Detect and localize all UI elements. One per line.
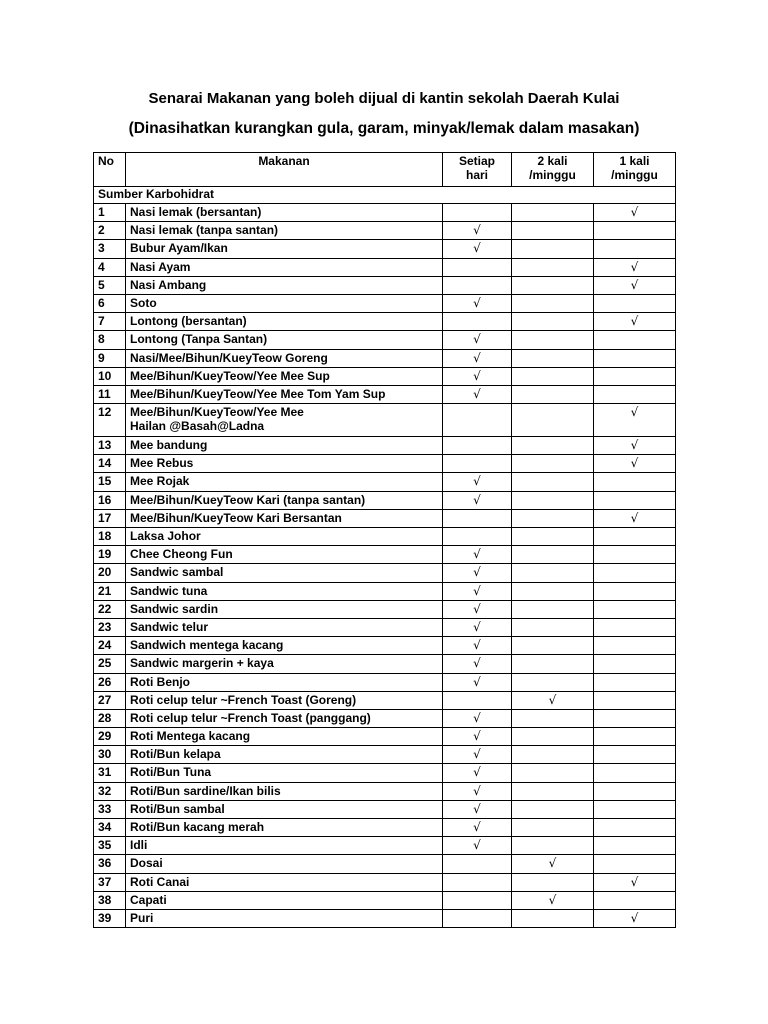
row-number: 17 bbox=[94, 509, 126, 527]
table-row bbox=[94, 564, 676, 582]
food-name-cell bbox=[126, 204, 443, 222]
food-name-cell bbox=[126, 564, 443, 582]
food-name-cell bbox=[126, 222, 443, 240]
dua-kali-check: √ bbox=[512, 891, 594, 909]
satu-kali-check bbox=[594, 782, 676, 800]
table-row bbox=[94, 437, 676, 455]
satu-kali-check bbox=[594, 385, 676, 403]
row-number: 16 bbox=[94, 491, 126, 509]
food-name-continued: Hailan @Basah@Ladna bbox=[130, 419, 265, 434]
dua-kali-check bbox=[512, 258, 594, 276]
setiap-hari-check: √ bbox=[443, 637, 512, 655]
food-name: Sandwic sardin bbox=[130, 601, 219, 616]
food-list-table bbox=[93, 152, 676, 928]
satu-kali-check bbox=[594, 349, 676, 367]
food-name: Sandwic margerin + kaya bbox=[130, 656, 274, 671]
satu-kali-check: √ bbox=[594, 258, 676, 276]
food-name-cell bbox=[126, 258, 443, 276]
food-name-cell bbox=[126, 909, 443, 927]
dua-kali-check bbox=[512, 473, 594, 491]
dua-kali-check bbox=[512, 728, 594, 746]
food-name-cell bbox=[126, 473, 443, 491]
food-name-cell bbox=[126, 455, 443, 473]
row-number: 32 bbox=[94, 782, 126, 800]
setiap-hari-check: √ bbox=[443, 331, 512, 349]
food-name: Mee/Bihun/KueyTeow Kari (tanpa santan) bbox=[130, 492, 366, 507]
table-row bbox=[94, 873, 676, 891]
table-row bbox=[94, 855, 676, 873]
setiap-hari-check: √ bbox=[443, 655, 512, 673]
row-number: 24 bbox=[94, 637, 126, 655]
dua-kali-check bbox=[512, 546, 594, 564]
food-name: Mee/Bihun/KueyTeow/Yee Mee bbox=[130, 405, 304, 420]
food-name-cell bbox=[126, 546, 443, 564]
setiap-hari-check: √ bbox=[443, 385, 512, 403]
table-row bbox=[94, 837, 676, 855]
setiap-hari-check: √ bbox=[443, 546, 512, 564]
table-row bbox=[94, 582, 676, 600]
dua-kali-check bbox=[512, 313, 594, 331]
section-row bbox=[94, 187, 676, 204]
row-number: 22 bbox=[94, 600, 126, 618]
food-name: Roti/Bun sambal bbox=[130, 801, 225, 816]
satu-kali-check: √ bbox=[594, 276, 676, 294]
row-number: 9 bbox=[94, 349, 126, 367]
setiap-hari-check bbox=[443, 204, 512, 222]
satu-kali-check bbox=[594, 673, 676, 691]
header-no: No bbox=[94, 153, 126, 187]
table-row bbox=[94, 909, 676, 927]
dua-kali-check bbox=[512, 276, 594, 294]
satu-kali-check: √ bbox=[594, 873, 676, 891]
satu-kali-check bbox=[594, 764, 676, 782]
food-name-cell bbox=[126, 800, 443, 818]
setiap-hari-check: √ bbox=[443, 222, 512, 240]
food-name-cell bbox=[126, 331, 443, 349]
row-number: 4 bbox=[94, 258, 126, 276]
satu-kali-check bbox=[594, 222, 676, 240]
satu-kali-check bbox=[594, 837, 676, 855]
food-name-cell bbox=[126, 728, 443, 746]
table-row bbox=[94, 655, 676, 673]
food-name-cell bbox=[126, 509, 443, 527]
setiap-hari-check: √ bbox=[443, 800, 512, 818]
row-number: 34 bbox=[94, 819, 126, 837]
setiap-hari-check: √ bbox=[443, 349, 512, 367]
row-number: 21 bbox=[94, 582, 126, 600]
satu-kali-check: √ bbox=[594, 455, 676, 473]
table-row bbox=[94, 891, 676, 909]
setiap-hari-check bbox=[443, 509, 512, 527]
dua-kali-check bbox=[512, 564, 594, 582]
food-name: Roti/Bun kelapa bbox=[130, 747, 221, 762]
food-name: Nasi lemak (tanpa santan) bbox=[130, 223, 279, 238]
setiap-hari-check: √ bbox=[443, 709, 512, 727]
satu-kali-check bbox=[594, 637, 676, 655]
food-name: Mee/Bihun/KueyTeow/Yee Mee Sup bbox=[130, 368, 330, 383]
food-name: Dosai bbox=[130, 856, 163, 871]
setiap-hari-check: √ bbox=[443, 600, 512, 618]
table-row bbox=[94, 276, 676, 294]
table-row bbox=[94, 764, 676, 782]
row-number: 25 bbox=[94, 655, 126, 673]
row-number: 8 bbox=[94, 331, 126, 349]
setiap-hari-check: √ bbox=[443, 473, 512, 491]
satu-kali-check bbox=[594, 800, 676, 818]
dua-kali-check bbox=[512, 764, 594, 782]
row-number: 10 bbox=[94, 367, 126, 385]
food-name: Roti celup telur ~French Toast (panggang) bbox=[130, 710, 371, 725]
table-row bbox=[94, 728, 676, 746]
setiap-hari-check: √ bbox=[443, 491, 512, 509]
setiap-hari-check bbox=[443, 909, 512, 927]
table-row bbox=[94, 455, 676, 473]
dua-kali-check bbox=[512, 582, 594, 600]
row-number: 39 bbox=[94, 909, 126, 927]
row-number: 31 bbox=[94, 764, 126, 782]
row-number: 5 bbox=[94, 276, 126, 294]
dua-kali-check bbox=[512, 528, 594, 546]
satu-kali-check bbox=[594, 546, 676, 564]
food-name: Mee Rojak bbox=[130, 474, 190, 489]
row-number: 14 bbox=[94, 455, 126, 473]
header-setiap-hari: Setiap hari bbox=[443, 153, 512, 187]
header-makanan: Makanan bbox=[126, 153, 443, 187]
row-number: 11 bbox=[94, 385, 126, 403]
table-row bbox=[94, 546, 676, 564]
setiap-hari-check bbox=[443, 891, 512, 909]
table-header-row bbox=[94, 153, 676, 187]
table-row bbox=[94, 404, 676, 437]
food-name: Lontong (Tanpa Santan) bbox=[130, 332, 268, 347]
food-name-cell bbox=[126, 404, 443, 437]
satu-kali-check: √ bbox=[594, 313, 676, 331]
food-name: Chee Cheong Fun bbox=[130, 547, 233, 562]
setiap-hari-check bbox=[443, 404, 512, 437]
food-name: Idli bbox=[130, 838, 148, 853]
dua-kali-check bbox=[512, 618, 594, 636]
dua-kali-check bbox=[512, 222, 594, 240]
food-name-cell bbox=[126, 637, 443, 655]
table-row bbox=[94, 367, 676, 385]
table-row bbox=[94, 258, 676, 276]
food-name-cell bbox=[126, 491, 443, 509]
satu-kali-check bbox=[594, 240, 676, 258]
setiap-hari-check bbox=[443, 258, 512, 276]
row-number: 2 bbox=[94, 222, 126, 240]
satu-kali-check bbox=[594, 746, 676, 764]
satu-kali-check: √ bbox=[594, 437, 676, 455]
row-number: 3 bbox=[94, 240, 126, 258]
dua-kali-check bbox=[512, 331, 594, 349]
setiap-hari-check: √ bbox=[443, 782, 512, 800]
row-number: 13 bbox=[94, 437, 126, 455]
food-name-cell bbox=[126, 618, 443, 636]
setiap-hari-check bbox=[443, 313, 512, 331]
food-name: Sandwic tuna bbox=[130, 583, 208, 598]
table-row bbox=[94, 240, 676, 258]
food-name: Nasi Ayam bbox=[130, 259, 191, 274]
dua-kali-check bbox=[512, 909, 594, 927]
row-number: 28 bbox=[94, 709, 126, 727]
setiap-hari-check: √ bbox=[443, 837, 512, 855]
setiap-hari-check bbox=[443, 276, 512, 294]
food-name: Roti/Bun sardine/Ikan bilis bbox=[130, 783, 281, 798]
satu-kali-check bbox=[594, 855, 676, 873]
dua-kali-check bbox=[512, 404, 594, 437]
row-number: 7 bbox=[94, 313, 126, 331]
food-name: Sandwich mentega kacang bbox=[130, 638, 284, 653]
setiap-hari-check: √ bbox=[443, 728, 512, 746]
satu-kali-check bbox=[594, 367, 676, 385]
food-name: Mee/Bihun/KueyTeow/Yee Mee Tom Yam Sup bbox=[130, 386, 386, 401]
dua-kali-check bbox=[512, 437, 594, 455]
food-name-cell bbox=[126, 294, 443, 312]
dua-kali-check bbox=[512, 837, 594, 855]
setiap-hari-check bbox=[443, 455, 512, 473]
table-row bbox=[94, 800, 676, 818]
satu-kali-check: √ bbox=[594, 909, 676, 927]
table-row bbox=[94, 331, 676, 349]
section-label: Sumber Karbohidrat bbox=[94, 187, 676, 204]
food-name: Capati bbox=[130, 892, 167, 907]
dua-kali-check bbox=[512, 455, 594, 473]
row-number: 6 bbox=[94, 294, 126, 312]
row-number: 33 bbox=[94, 800, 126, 818]
table-row bbox=[94, 204, 676, 222]
satu-kali-check bbox=[594, 655, 676, 673]
dua-kali-check bbox=[512, 637, 594, 655]
food-name: Bubur Ayam/Ikan bbox=[130, 241, 228, 256]
satu-kali-check bbox=[594, 294, 676, 312]
satu-kali-check: √ bbox=[594, 204, 676, 222]
row-number: 1 bbox=[94, 204, 126, 222]
table-row bbox=[94, 509, 676, 527]
setiap-hari-check bbox=[443, 855, 512, 873]
satu-kali-check bbox=[594, 491, 676, 509]
food-name-cell bbox=[126, 276, 443, 294]
food-name: Roti Mentega kacang bbox=[130, 729, 251, 744]
food-name-cell bbox=[126, 873, 443, 891]
food-name-cell bbox=[126, 655, 443, 673]
food-name: Nasi lemak (bersantan) bbox=[130, 205, 262, 219]
food-name: Sandwic telur bbox=[130, 619, 209, 634]
setiap-hari-check: √ bbox=[443, 582, 512, 600]
food-name-cell bbox=[126, 855, 443, 873]
satu-kali-check bbox=[594, 582, 676, 600]
setiap-hari-check: √ bbox=[443, 564, 512, 582]
row-number: 27 bbox=[94, 691, 126, 709]
row-number: 37 bbox=[94, 873, 126, 891]
dua-kali-check bbox=[512, 600, 594, 618]
table-row bbox=[94, 600, 676, 618]
satu-kali-check bbox=[594, 891, 676, 909]
dua-kali-check bbox=[512, 240, 594, 258]
dua-kali-check bbox=[512, 873, 594, 891]
food-name: Lontong (bersantan) bbox=[130, 314, 247, 329]
dua-kali-check bbox=[512, 655, 594, 673]
satu-kali-check bbox=[594, 691, 676, 709]
table-row bbox=[94, 691, 676, 709]
dua-kali-check: √ bbox=[512, 855, 594, 873]
satu-kali-check: √ bbox=[594, 404, 676, 437]
table-row bbox=[94, 349, 676, 367]
row-number: 23 bbox=[94, 618, 126, 636]
food-name-cell bbox=[126, 673, 443, 691]
dua-kali-check: √ bbox=[512, 691, 594, 709]
satu-kali-check bbox=[594, 600, 676, 618]
row-number: 15 bbox=[94, 473, 126, 491]
table-row bbox=[94, 222, 676, 240]
setiap-hari-check bbox=[443, 528, 512, 546]
setiap-hari-check bbox=[443, 873, 512, 891]
table-row bbox=[94, 746, 676, 764]
food-name: Roti/Bun kacang merah bbox=[130, 820, 265, 834]
setiap-hari-check: √ bbox=[443, 618, 512, 636]
satu-kali-check bbox=[594, 564, 676, 582]
setiap-hari-check bbox=[443, 691, 512, 709]
setiap-hari-check: √ bbox=[443, 673, 512, 691]
row-number: 20 bbox=[94, 564, 126, 582]
food-name-cell bbox=[126, 313, 443, 331]
setiap-hari-check: √ bbox=[443, 294, 512, 312]
row-number: 26 bbox=[94, 673, 126, 691]
food-name: Nasi/Mee/Bihun/KueyTeow Goreng bbox=[130, 350, 328, 365]
satu-kali-check bbox=[594, 709, 676, 727]
dua-kali-check bbox=[512, 385, 594, 403]
dua-kali-check bbox=[512, 746, 594, 764]
table-row bbox=[94, 637, 676, 655]
table-row bbox=[94, 782, 676, 800]
food-name-cell bbox=[126, 709, 443, 727]
header-2-kali-minggu: 2 kali /minggu bbox=[512, 153, 594, 187]
dua-kali-check bbox=[512, 819, 594, 837]
row-number: 38 bbox=[94, 891, 126, 909]
satu-kali-check bbox=[594, 819, 676, 837]
food-name-cell bbox=[126, 582, 443, 600]
food-name: Soto bbox=[130, 295, 157, 310]
food-name-cell bbox=[126, 891, 443, 909]
setiap-hari-check bbox=[443, 437, 512, 455]
table-row bbox=[94, 673, 676, 691]
food-name: Mee/Bihun/KueyTeow Kari Bersantan bbox=[130, 510, 342, 525]
setiap-hari-check: √ bbox=[443, 764, 512, 782]
food-name-cell bbox=[126, 349, 443, 367]
row-number: 35 bbox=[94, 837, 126, 855]
food-name: Laksa Johor bbox=[130, 529, 201, 543]
table-row bbox=[94, 313, 676, 331]
dua-kali-check bbox=[512, 673, 594, 691]
food-name: Mee bandung bbox=[130, 438, 208, 453]
row-number: 12 bbox=[94, 404, 126, 437]
satu-kali-check: √ bbox=[594, 509, 676, 527]
dua-kali-check bbox=[512, 782, 594, 800]
table-row bbox=[94, 491, 676, 509]
food-name-cell bbox=[126, 837, 443, 855]
dua-kali-check bbox=[512, 349, 594, 367]
table-row bbox=[94, 528, 676, 546]
food-name-cell bbox=[126, 437, 443, 455]
dua-kali-check bbox=[512, 800, 594, 818]
dua-kali-check bbox=[512, 709, 594, 727]
table-row bbox=[94, 294, 676, 312]
food-name-cell bbox=[126, 600, 443, 618]
food-name-cell bbox=[126, 367, 443, 385]
food-name-cell bbox=[126, 764, 443, 782]
satu-kali-check bbox=[594, 331, 676, 349]
food-name: Mee Rebus bbox=[130, 456, 194, 471]
setiap-hari-check: √ bbox=[443, 746, 512, 764]
food-name: Puri bbox=[130, 910, 154, 925]
food-name: Roti Benjo bbox=[130, 674, 190, 689]
dua-kali-check bbox=[512, 509, 594, 527]
table-row bbox=[94, 618, 676, 636]
table-row bbox=[94, 709, 676, 727]
header-1-kali-minggu: 1 kali /minggu bbox=[594, 153, 676, 187]
dua-kali-check bbox=[512, 367, 594, 385]
food-name: Roti/Bun Tuna bbox=[130, 765, 212, 780]
food-name-cell bbox=[126, 819, 443, 837]
food-name-cell bbox=[126, 782, 443, 800]
row-number: 36 bbox=[94, 855, 126, 873]
table-row bbox=[94, 385, 676, 403]
food-name-cell bbox=[126, 691, 443, 709]
satu-kali-check bbox=[594, 618, 676, 636]
dua-kali-check bbox=[512, 204, 594, 222]
satu-kali-check bbox=[594, 728, 676, 746]
setiap-hari-check: √ bbox=[443, 819, 512, 837]
row-number: 19 bbox=[94, 546, 126, 564]
food-name-cell bbox=[126, 746, 443, 764]
setiap-hari-check: √ bbox=[443, 367, 512, 385]
row-number: 18 bbox=[94, 528, 126, 546]
food-name-cell bbox=[126, 528, 443, 546]
satu-kali-check bbox=[594, 473, 676, 491]
food-name: Sandwic sambal bbox=[130, 565, 224, 580]
row-number: 30 bbox=[94, 746, 126, 764]
food-name-cell bbox=[126, 240, 443, 258]
document-subtitle: (Dinasihatkan kurangkan gula, garam, minyak/lemak dalam masakan) bbox=[128, 120, 640, 137]
dua-kali-check bbox=[512, 491, 594, 509]
food-name: Nasi Ambang bbox=[130, 277, 207, 292]
table-row bbox=[94, 819, 676, 837]
table-row bbox=[94, 473, 676, 491]
document-title: Senarai Makanan yang boleh dijual di kantin sekolah Daerah Kulai bbox=[148, 90, 620, 107]
food-name: Roti celup telur ~French Toast (Goreng) bbox=[130, 692, 357, 707]
row-number: 29 bbox=[94, 728, 126, 746]
food-name: Roti Canai bbox=[130, 874, 190, 889]
satu-kali-check bbox=[594, 528, 676, 546]
food-name-cell bbox=[126, 385, 443, 403]
setiap-hari-check: √ bbox=[443, 240, 512, 258]
dua-kali-check bbox=[512, 294, 594, 312]
